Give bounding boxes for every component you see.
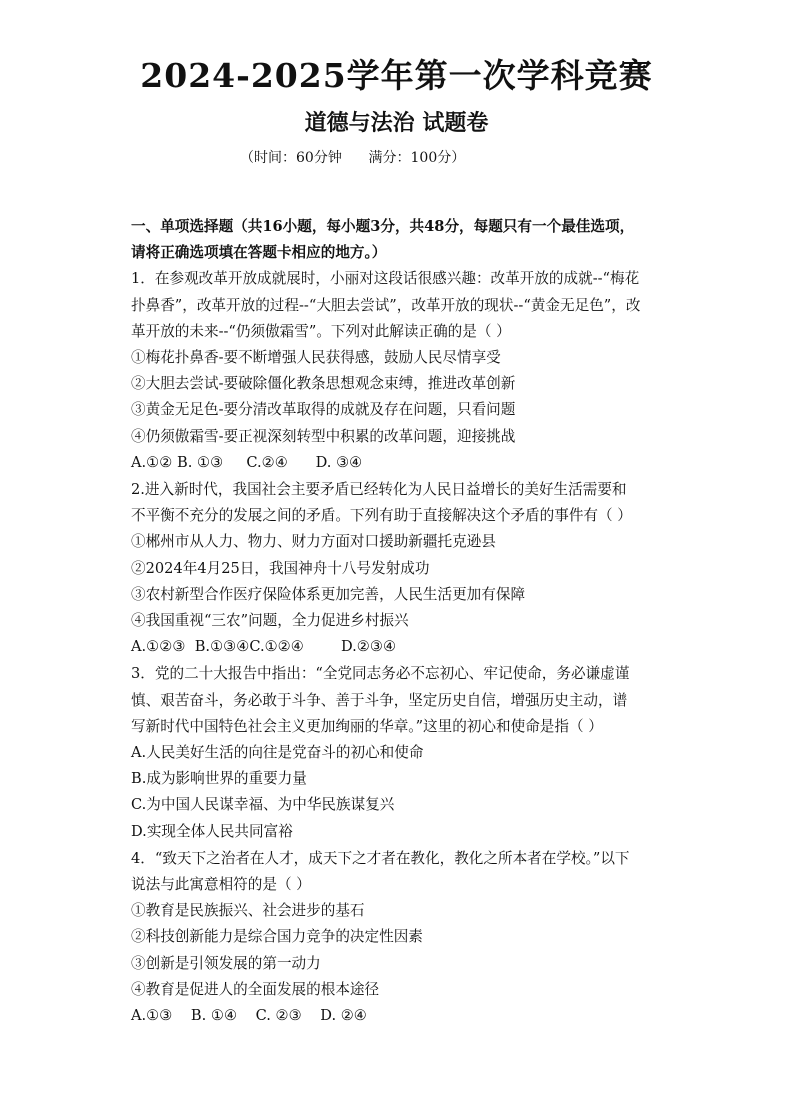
question-choices: A.①② B. ①③ C.②④ D. ③④ (131, 453, 363, 471)
question-statement: ④我国重视“三农”问题，全力促进乡村振兴 (131, 612, 409, 630)
question-option: C.为中国人民谋幸福、为中华民族谋复兴 (131, 796, 395, 814)
question-stem: 1．在参观改革开放成就展时，小丽对这段话很感兴趣：改革开放的成就--“梅花扑鼻香”，改革开放的过程--“大胆去尝试”，改革开放的现状--“黄金无足色”，改革开放的未来--“仍须傲霜雪”。下列对此解读正确的是（ ） (131, 270, 641, 340)
question-statement: ②科技创新能力是综合国力竞争的决定性因素 (131, 928, 423, 946)
question-statement: ①教育是民族振兴、社会进步的基石 (131, 902, 365, 920)
question-statement: ③创新是引领发展的第一动力 (131, 954, 321, 972)
question-4 (131, 846, 641, 1029)
question-option: D.实现全体人民共同富裕 (131, 822, 293, 840)
exam-info: （时间：60分钟 满分：100分） (240, 150, 466, 166)
question-stem: 3．党的二十大报告中指出：“全党同志务必不忘初心、牢记使命，务必谦虚谨慎、艰苦奋斗，务必敢于斗争、善于斗争，坚定历史自信，增强历史主动，谱写新时代中国特色社会主义更加绚丽的华章。”这里的初心和使命是指（ ） (131, 665, 630, 735)
question-choices: A.①③ B. ①④ C. ②③ D. ②④ (131, 1007, 367, 1025)
question-option: B.成为影响世界的重要力量 (131, 770, 307, 788)
question-statement: ①梅花扑鼻香-要不断增强人民获得感，鼓励人民尽情享受 (131, 349, 501, 367)
question-1 (131, 266, 641, 476)
question-statement: ④仍须傲霜雪-要正视深刻转型中积累的改革问题，迎接挑战 (131, 427, 516, 445)
question-stem: 2.进入新时代，我国社会主要矛盾已经转化为人民日益增长的美好生活需要和不平衡不充分的发展之间的矛盾。下列有助于直接解决这个矛盾的事件有（ ） (131, 481, 632, 525)
exam-subtitle: 道德与法治 试题卷 (304, 110, 489, 136)
section-heading: 一、单项选择题（共16小题，每小题3分，共48分，每题只有一个最佳选项，请将正确选项填在答题卡相应的地方。） (131, 218, 635, 262)
question-statement: ②2024年4月25日，我国神舟十八号发射成功 (131, 559, 430, 577)
question-choices: A.①②③ B.①③④C.①②④ D.②③④ (131, 638, 397, 656)
question-statement: ③农村新型合作医疗保险体系更加完善，人民生活更加有保障 (131, 585, 526, 603)
question-statement: ②大胆去尝试-要破除僵化教条思想观念束缚，推进改革创新 (131, 375, 516, 393)
exam-title: 2024-2025学年第一次学科竞赛 (140, 56, 653, 95)
question-option: A.人民美好生活的向往是党奋斗的初心和使命 (131, 744, 424, 762)
question-statement: ④教育是促进人的全面发展的根本途径 (131, 980, 380, 998)
question-statement: ③黄金无足色-要分清改革取得的成就及存在问题，只看问题 (131, 401, 516, 419)
question-stem: 4．“致天下之治者在人才，成天下之才者在教化，教化之所本者在学校。”以下说法与此寓意相符的是（ ） (131, 849, 630, 894)
exam-content (131, 214, 641, 1029)
question-statement: ①郴州市从人力、物力、财力方面对口援助新疆托克逊县 (131, 533, 496, 551)
question-3 (131, 661, 641, 844)
question-2 (131, 477, 641, 660)
